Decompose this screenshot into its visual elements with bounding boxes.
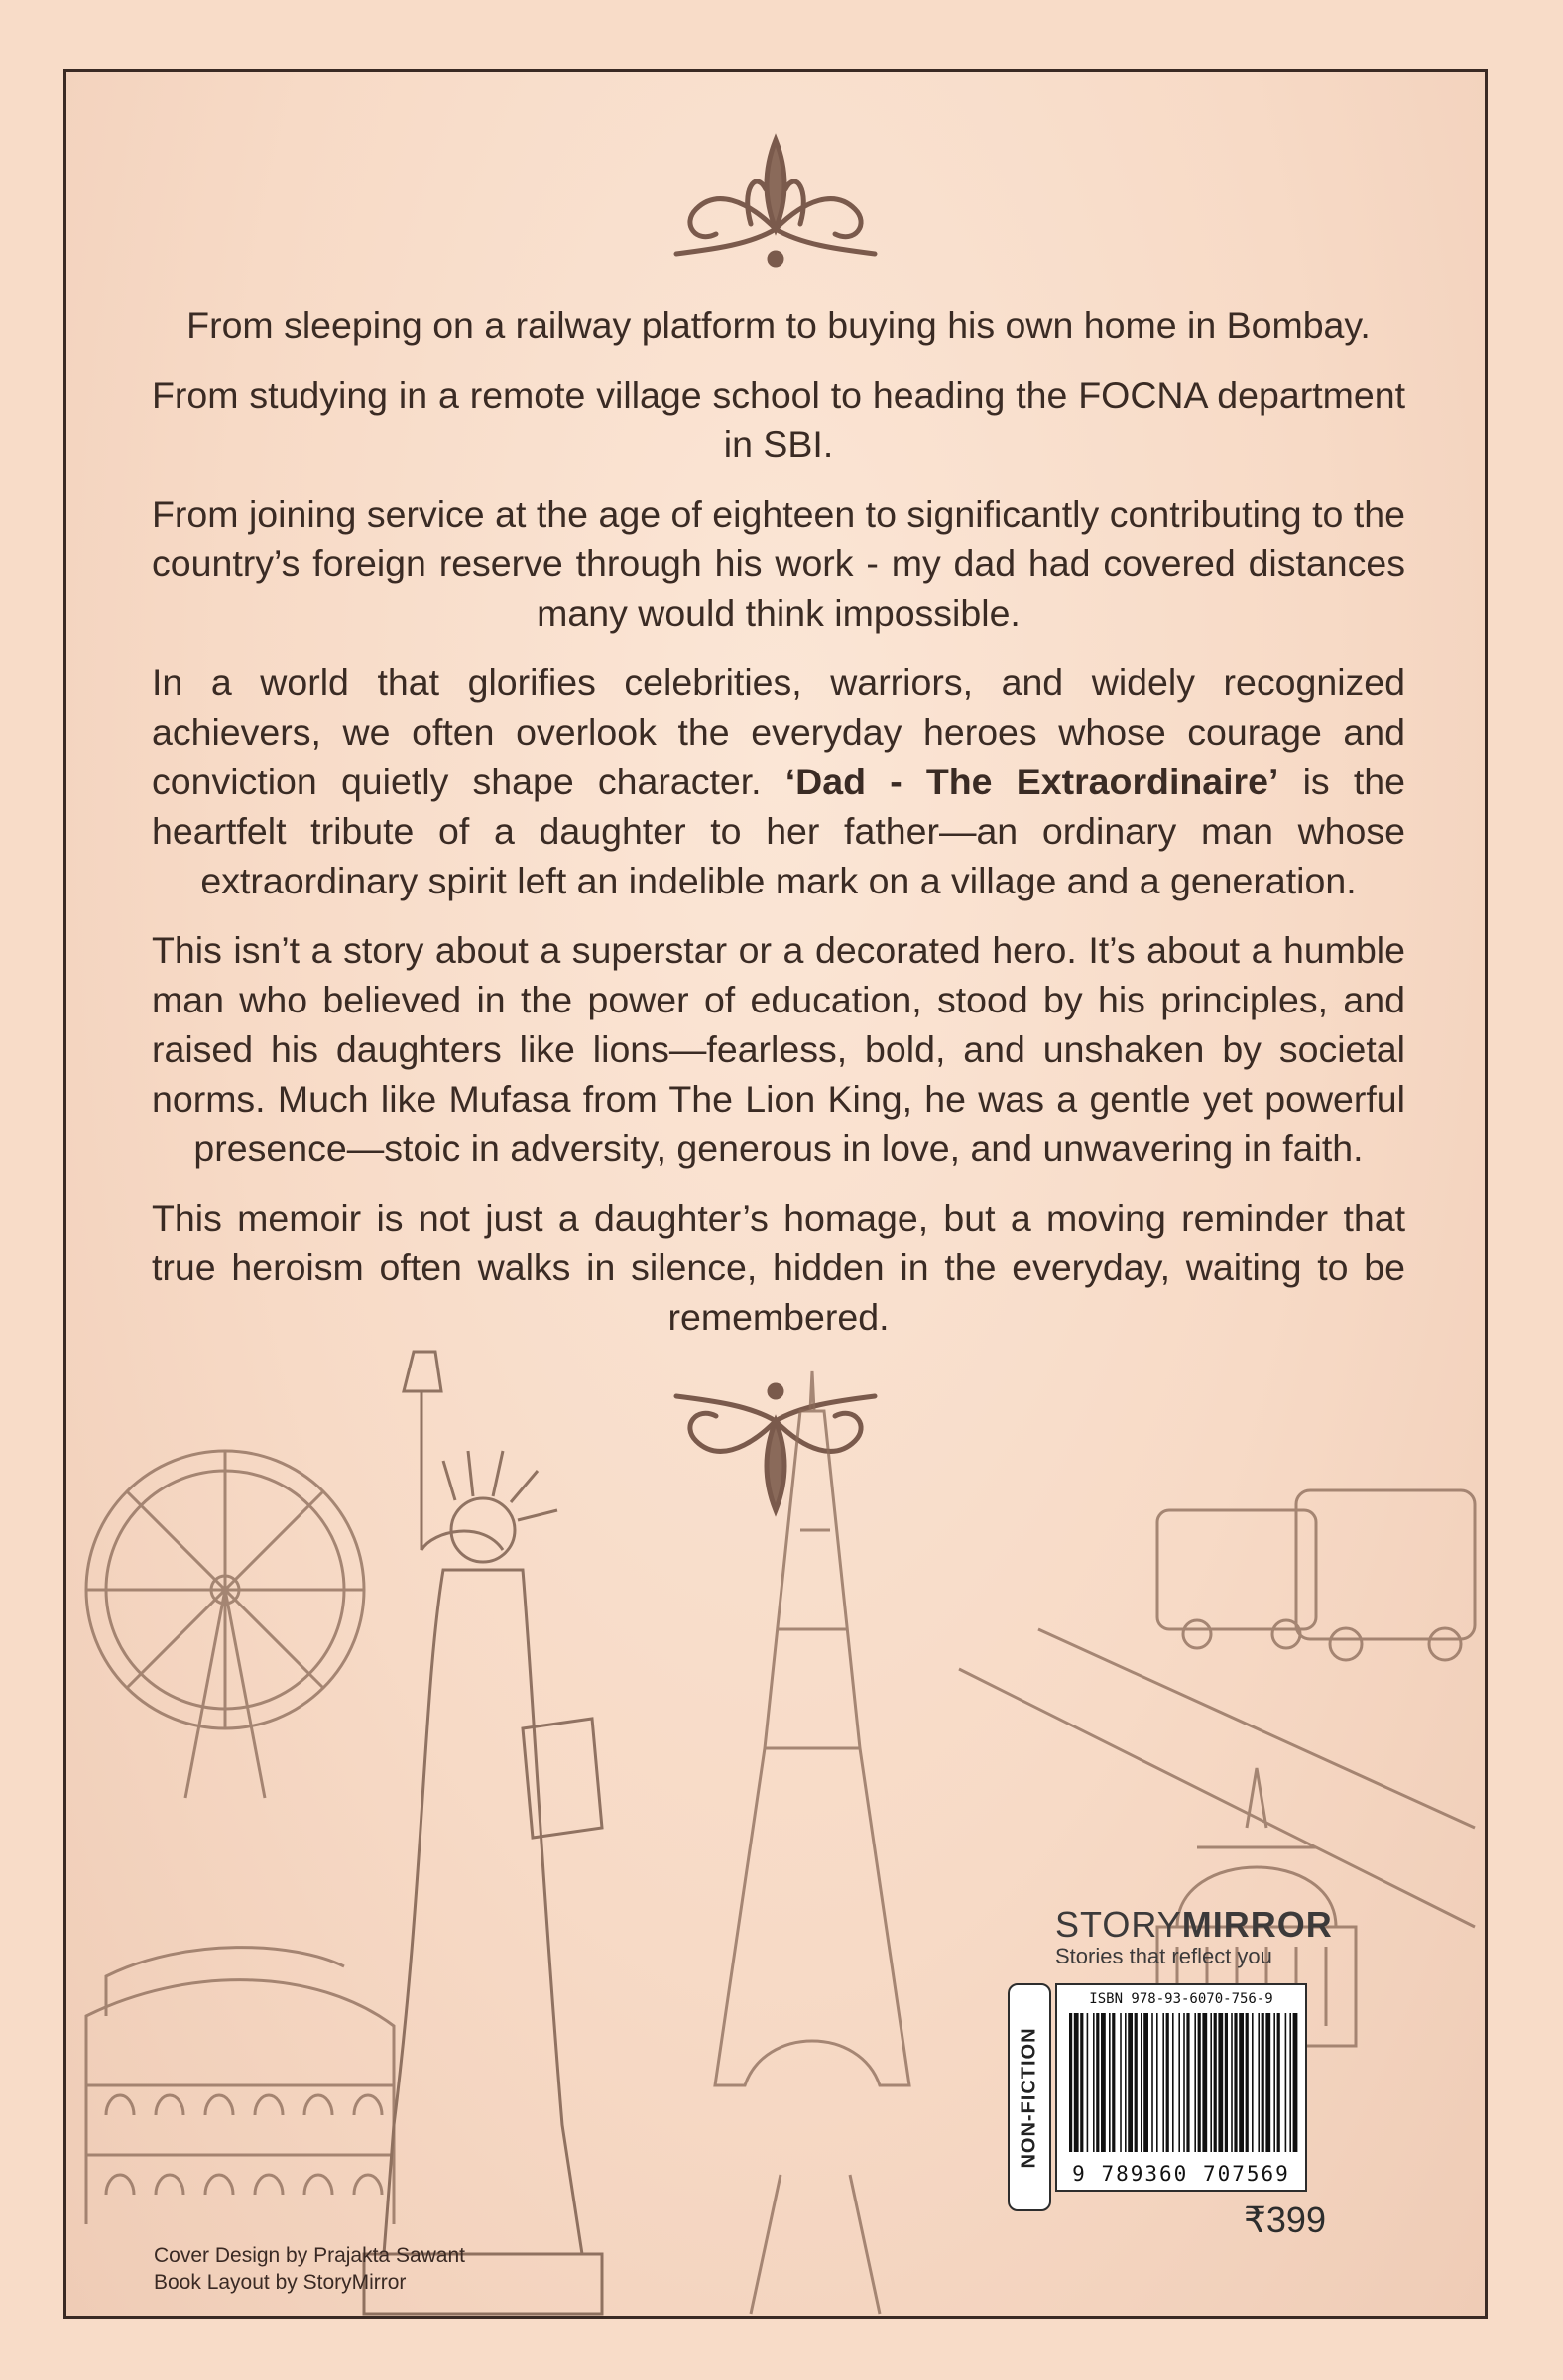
barcode-bar — [1141, 2013, 1142, 2152]
price-tag: ₹399 — [1244, 2200, 1326, 2240]
publisher-name — [1055, 1904, 1333, 1946]
book-title-mention: ‘Dad - The Extraordinaire’ — [784, 761, 1279, 802]
blurb-paragraph-2: From studying in a remote village school to heading the FOCNA department in SBI. — [152, 374, 1405, 465]
barcode-bar — [1252, 2013, 1254, 2152]
genre-text: NON-FICTION — [1018, 2026, 1040, 2169]
barcode-bar — [1285, 2013, 1287, 2152]
blurb-paragraph-3: From joining service at the age of eighteen to significantly contributing to the country’s foreign reserve through his work - my dad had covered distances many would think impossible. — [152, 493, 1405, 634]
barcode-bar — [1172, 2013, 1174, 2152]
barcode-bar — [1289, 2013, 1291, 2152]
barcode-bar — [1080, 2013, 1083, 2152]
barcode-bar — [1231, 2013, 1233, 2152]
barcode-bar — [1202, 2013, 1207, 2152]
ferris-wheel-drawing — [86, 1451, 364, 1798]
barcode-bar — [1225, 2013, 1228, 2152]
barcode-bar — [1194, 2013, 1196, 2152]
barcode-bar — [1239, 2013, 1244, 2152]
barcode-bar — [1096, 2013, 1099, 2152]
barcode-bar — [1234, 2013, 1237, 2152]
barcode-bar — [1151, 2013, 1153, 2152]
isbn-barcode — [1055, 1983, 1307, 2192]
barcode-bar — [1246, 2013, 1249, 2152]
publisher-logo — [1055, 1904, 1333, 1969]
barcode-bar — [1214, 2013, 1217, 2152]
barcode-bar — [1074, 2013, 1079, 2152]
barcode-bar — [1166, 2013, 1169, 2152]
barcode-bar — [1128, 2013, 1133, 2152]
barcode-bar — [1218, 2013, 1223, 2152]
barcode-bar — [1262, 2013, 1264, 2152]
blurb-paragraph-1: From sleeping on a railway platform to buying his own home in Bombay. — [186, 304, 1371, 346]
barcode-bar — [1258, 2013, 1260, 2152]
barcode-bar — [1178, 2013, 1180, 2152]
barcode-bar — [1277, 2013, 1280, 2152]
barcode-bar — [1087, 2013, 1089, 2152]
barcode-bar — [1210, 2013, 1212, 2152]
barcode-bar — [1162, 2013, 1164, 2152]
barcode-bar — [1135, 2013, 1138, 2152]
barcode-bar — [1120, 2013, 1122, 2152]
top-flourish-ornament — [657, 130, 895, 279]
barcode-bar — [1198, 2013, 1201, 2152]
barcode-bar — [1143, 2013, 1148, 2152]
blurb-paragraph-6: This memoir is not just a daughter’s homage, but a moving reminder that true heroism often walks in silence, hidden in the everyday, waiting to be remembered. — [152, 1197, 1405, 1338]
barcode-bar — [1273, 2013, 1275, 2152]
book-layout-credit: Book Layout by StoryMirror — [154, 2271, 407, 2294]
blurb-paragraph-4 — [152, 657, 1405, 905]
barcode-bar — [1069, 2013, 1072, 2152]
publisher-name-light: STORY — [1055, 1904, 1182, 1945]
buses-drawing — [959, 1490, 1475, 1927]
barcode-bar — [1093, 2013, 1095, 2152]
blurb-p4-end: is the heartfelt tribute of a daughter to her father—an ordinary man whose extraordinary spirit left an indelible mark on a village and a generation. — [152, 761, 1405, 901]
blurb-paragraph-5: This isn’t a story about a superstar or a decorated hero. It’s about a humble man who believed in the power of education, stood by his principles, and raised his daughters like lions—fearless, bold, and unshaken by societal norms. Much like Mufasa from The Lion King, he was a gentle yet powerful presence—stoic in adversity, generous in love, and unwavering in faith. — [152, 929, 1405, 1169]
barcode-bar — [1265, 2013, 1270, 2152]
publisher-name-bold: MIRROR — [1181, 1904, 1333, 1945]
statue-of-liberty-drawing — [364, 1352, 602, 2314]
barcode-bar — [1112, 2013, 1115, 2152]
colosseum-drawing — [86, 1948, 394, 2224]
barcode-number: 9 789360 707569 — [1072, 2162, 1290, 2186]
barcode-bars — [1067, 2013, 1299, 2152]
cover-design-credit: Cover Design by Prajakta Sawant — [154, 2244, 465, 2267]
eiffel-tower-drawing — [715, 1371, 909, 2314]
barcode-bar — [1101, 2013, 1106, 2152]
barcode-bar — [1109, 2013, 1111, 2152]
blurb-text — [152, 300, 1405, 1362]
blurb-p4-start: In a world that glorifies celebrities, warriors, and widely recognized achievers, we often overlook the everyday heroes whose courage and conviction quietly shape character. — [152, 661, 1405, 802]
isbn-label: ISBN 978-93-6070-756-9 — [1089, 1991, 1273, 2007]
credits-block — [154, 2242, 465, 2296]
back-cover-frame — [63, 69, 1488, 2319]
barcode-bar — [1125, 2013, 1127, 2152]
barcode-bar — [1183, 2013, 1185, 2152]
publisher-tagline: Stories that reflect you — [1055, 1944, 1272, 1968]
barcode-bar — [1156, 2013, 1158, 2152]
barcode-bar — [1293, 2013, 1298, 2152]
barcode-bar — [1186, 2013, 1189, 2152]
genre-label — [1008, 1983, 1051, 2211]
